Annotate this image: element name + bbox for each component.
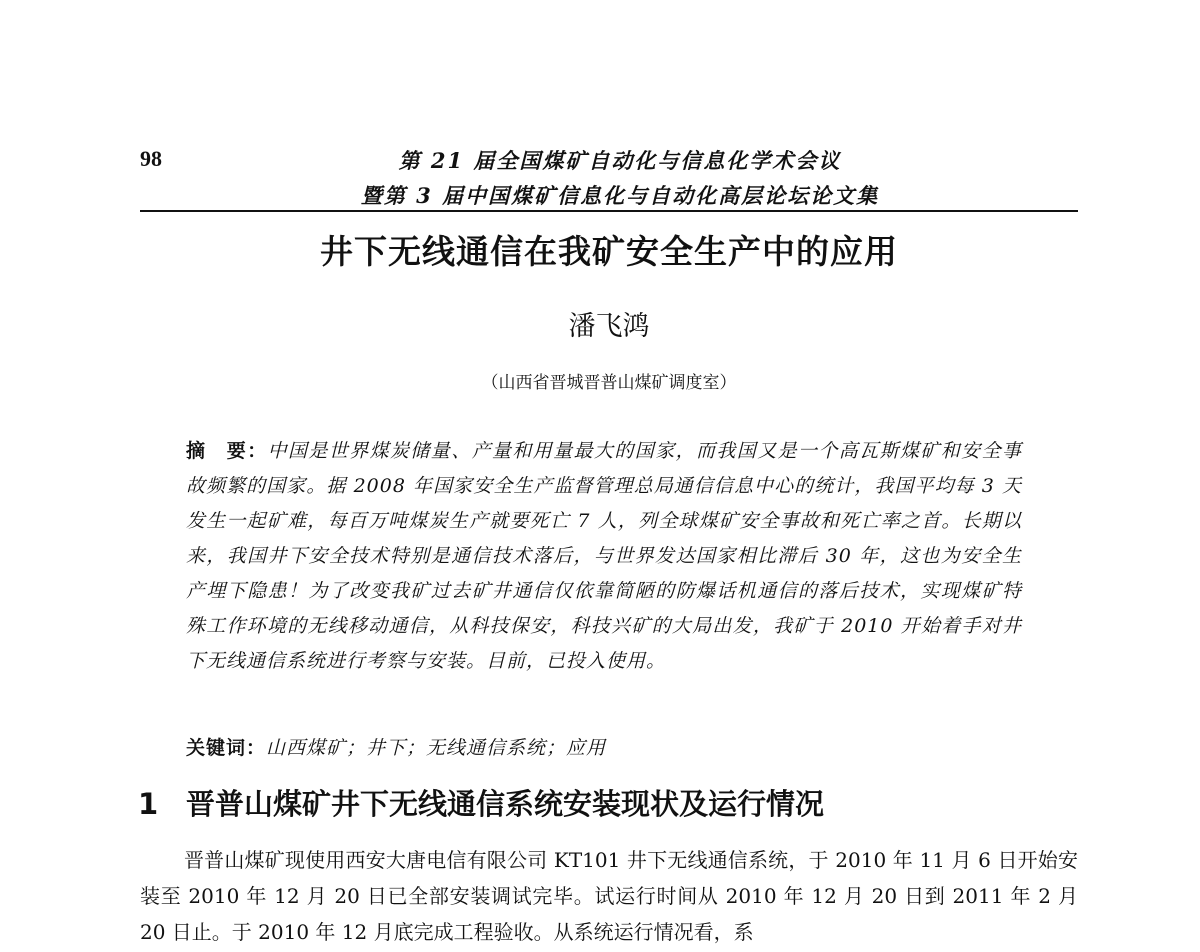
keywords-text: 山西煤矿；井下；无线通信系统；应用 <box>266 737 607 759</box>
abstract <box>186 434 1022 679</box>
running-head-line-2: 暨第 3 届中国煤矿信息化与自动化高层论坛论文集 <box>360 183 880 208</box>
keywords <box>186 733 1022 760</box>
section-heading <box>138 782 1078 823</box>
section-number: 1 <box>138 787 159 821</box>
header-rule <box>140 210 1078 212</box>
keywords-label: 关键词： <box>186 737 267 759</box>
abstract-label: 摘 要： <box>186 440 268 462</box>
abstract-text: 中国是世界煤炭储量、产量和用量最大的国家，而我国又是一个高瓦斯煤矿和安全事故频繁的国家。据 2008 年国家安全生产监督管理总局通信信息中心的统计，我国平均每 3 天发生一起矿难，每百万吨煤炭生产就要死亡 7 人，列全球煤矿安全事故和死亡率之首。长期以来，我国井下安全技术特别是通信技术落后，与世界发达国家相比滞后 30 年，这也为安全生产埋下隐患！为了改变我矿过去矿井通信仅依靠简陋的防爆话机通信的落后技术，实现煤矿特殊工作环境的无线移动通信，从科技保安，科技兴矿的大局出发，我矿于 2010 开始着手对井下无线通信系统进行考察与安装。目前，已投入使用。 <box>186 440 1022 672</box>
running-head-line-1: 第 21 届全国煤矿自动化与信息化学术会议 <box>398 148 842 173</box>
author-affiliation: （山西省晋城晋普山煤矿调度室） <box>481 373 737 393</box>
section-title: 晋普山煤矿井下无线通信系统安装现状及运行情况 <box>186 787 825 821</box>
page-number: 98 <box>140 146 162 171</box>
body-paragraph: 晋普山煤矿现使用西安大唐电信有限公司 KT101 井下无线通信系统，于 2010 年 11 月 6 日开始安装至 2010 年 12 月 20 日已全部安装调试完毕。试运行时间从 2010 年 12 月 20 日到 2011 年 2 月 20 日止。于 2010 年 12 月底完成工程验收。从系统运行情况看，系 <box>140 848 1078 944</box>
author-name: 潘飞鸿 <box>568 311 650 342</box>
paper-title: 井下无线通信在我矿安全生产中的应用 <box>320 232 898 271</box>
